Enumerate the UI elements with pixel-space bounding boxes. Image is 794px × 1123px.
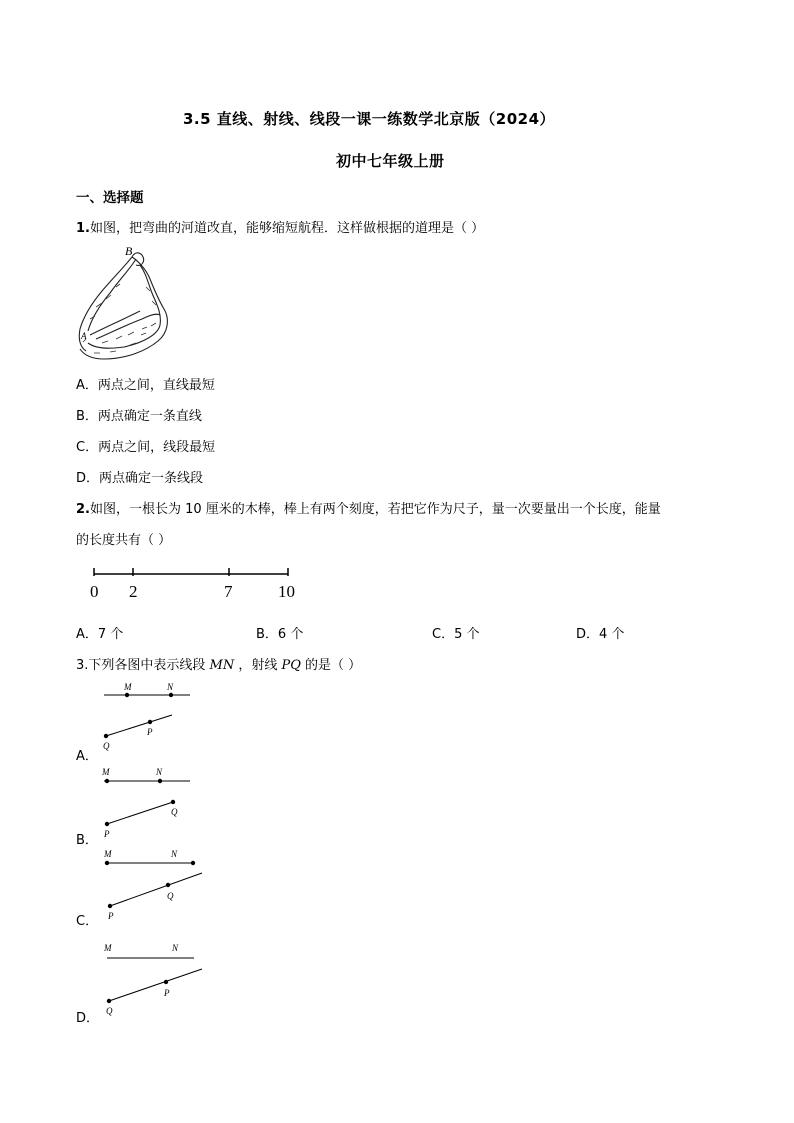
q2-option-b <box>256 623 303 642</box>
option-letter: A． <box>76 627 98 642</box>
option-letter: D． <box>576 627 600 642</box>
q3-figure-a <box>96 678 206 760</box>
option-letter: C． <box>432 627 455 642</box>
question-3 <box>76 654 361 673</box>
label-m: M <box>104 849 112 859</box>
q2-option-a <box>76 623 123 642</box>
option-text: 7 个 <box>97 627 124 642</box>
point-label-b: B <box>125 244 133 258</box>
label-p: P <box>147 727 153 737</box>
q1-option-b <box>76 405 202 424</box>
point-label-a: A <box>81 331 87 341</box>
option-text: 两点确定一条直线 <box>97 409 202 424</box>
label-n: N <box>167 682 174 692</box>
segment-name: MN <box>209 658 235 673</box>
ruler-tick-0: 0 <box>90 582 99 601</box>
q3-option-c-letter: C． <box>76 914 99 929</box>
question-1 <box>76 217 484 236</box>
label-n: N <box>171 849 178 859</box>
label-n: N <box>156 767 163 777</box>
q2-option-d <box>576 623 624 642</box>
q1-option-d <box>76 467 203 486</box>
label-p: P <box>104 829 110 839</box>
question-number: 1. <box>76 221 90 236</box>
label-p: P <box>164 988 170 998</box>
section-heading: 一、选择题 <box>76 190 144 206</box>
q2-option-c <box>432 623 479 642</box>
label-q: Q <box>106 1006 113 1016</box>
page-subtitle: 初中七年级上册 <box>336 152 445 170</box>
question-text: ，射线 <box>234 658 282 673</box>
question-2-continued: 的长度共有（ ） <box>76 533 172 548</box>
question-number: 2. <box>76 502 90 517</box>
ruler-tick-10: 10 <box>278 582 295 601</box>
label-p: P <box>108 911 114 921</box>
option-letter: B． <box>256 627 278 642</box>
option-letter: B． <box>76 409 98 424</box>
question-2 <box>76 498 661 517</box>
option-letter: A． <box>76 378 98 393</box>
q3-option-b-letter: B． <box>76 833 98 848</box>
label-q: Q <box>103 741 110 751</box>
label-m: M <box>124 682 132 692</box>
option-text: 两点之间，线段最短 <box>98 440 216 455</box>
option-text: 5 个 <box>454 627 480 642</box>
ruler-tick-2: 2 <box>129 582 138 601</box>
q1-option-a <box>76 374 215 393</box>
river-figure <box>76 243 176 366</box>
q3-option-a-letter: A． <box>76 749 98 764</box>
option-text: 4 个 <box>599 627 625 642</box>
option-text: 两点之间，直线最短 <box>97 378 215 393</box>
option-text: 6 个 <box>277 627 304 642</box>
option-text: 两点确定一条线段 <box>99 471 204 486</box>
ruler-tick-7: 7 <box>224 582 233 601</box>
question-text: 3.下列各图中表示线段 <box>76 658 210 673</box>
q3-figure-b <box>96 762 206 844</box>
label-n: N <box>172 943 179 953</box>
question-text: 如图，一根长为 10 厘米的木棒，棒上有两个刻度，若把它作为尺子，量一次要量出一个长度，能量 <box>89 502 661 517</box>
label-q: Q <box>171 807 178 817</box>
page-title: 3.5 直线、射线、线段一课一练数学北京版（2024） <box>183 110 556 128</box>
option-letter: C． <box>76 440 99 455</box>
q3-figure-d <box>96 938 211 1020</box>
q3-figure-c <box>96 845 211 927</box>
label-q: Q <box>167 891 174 901</box>
option-letter: D． <box>76 471 100 486</box>
ray-name: PQ <box>281 658 301 673</box>
question-text: 如图，把弯曲的河道改直，能够缩短航程．这样做根据的道理是（ ） <box>89 221 485 236</box>
ruler-figure <box>86 562 306 606</box>
question-text: 的是（ ） <box>300 658 362 673</box>
label-m: M <box>102 767 110 777</box>
q1-option-c <box>76 436 215 455</box>
q3-option-d-letter: D． <box>76 1011 100 1026</box>
label-m: M <box>104 943 112 953</box>
